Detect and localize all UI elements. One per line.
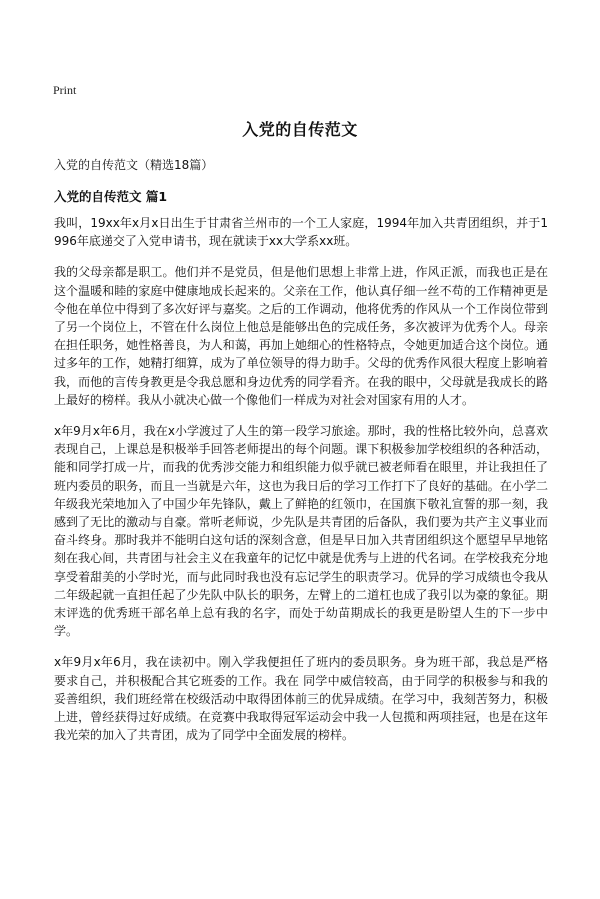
paragraph-2: 我的父母亲都是职工。他们并不是党员，但是他们思想上非常上进，作风正派，而我也正是在这个温暖和睦的家庭中健康地成长起来的。父亲在工作，他认真仔细一丝不苟的工作精神更是令他在单位中得到了多次好评与嘉奖。之后的工作调动，他将优秀的作风从一个工作岗位带到了另一个岗位上，不管在什么岗位上他总是能够出色的完成任务，多次被评为优秀个人。母亲在担任职务，她性格善良，为人和蔼，再加上她细心的性格特点，令她更加适合这个岗位。通过多年的工作，她精打细算，成为了单位领导的得力助手。父母的优秀作风很大程度上影响着我，而他的言传身教更是令我总愿和身边优秀的同学看齐。在我的眼中，父母就是我成长的路上最好的榜样。我从小就决心做一个像他们一样成为对社会对国家有用的人才。 <box>54 265 548 407</box>
article-body <box>54 214 548 757</box>
paragraph-3: x年9月x年6月，我在x小学渡过了人生的第一段学习旅途。那时，我的性格比较外向，总喜欢表现自己，上课总是积极举手回答老师提出的每个问题。课下积极参加学校组织的各种活动，能和同学打成一片，而我的优秀涉交能力和组织能力似乎就已被老师看在眼里，并让我担任了班内委员的职务，而且一当就是六年，这也为我日后的学习工作打下了良好的基础。在小学二年级我光荣地加入了中国少年先锋队，戴上了鲜艳的红领巾，在国旗下敬礼宣誓的那一刻，我感到了无比的激动与自豪。常听老师说，少先队是共青团的后备队，我们要为共产主义事业而奋斗终身。那时我并不能明白这句话的深刻含意，但是早日加入共青团组织这个愿望早早地铭刻在我心间，共青团与社会主义在我童年的记忆中就是优秀与上进的代名词。在学校我充分地享受着甜美的小学时光，而与此同时我也没有忘记学生的职责学习。优异的学习成绩也令我从二年级起就一直担任起了少先队中队长的职务，左臂上的二道杠也成了我引以为豪的象征。期末评选的优秀班干部名单上总有我的名字，而处于幼苗期成长的我更是盼望人生的下一步中学。 <box>54 424 548 639</box>
print-link[interactable]: Print <box>53 83 77 97</box>
page-title: 入党的自传范文 <box>242 120 358 139</box>
document-subtitle: 入党的自传范文（精选18篇） <box>54 158 214 172</box>
paragraph-4: x年9月x年6月，我在读初中。刚入学我便担任了班内的委员职务。身为班干部，我总是严格要求自己，并积极配合其它班委的工作。我在 同学中威信较高，由于同学的积极参与和我的妥善组织，我们班经常在校级活动中取得团体前三的优异成绩。在学习中，我刻苦努力，积极上进，曾经获得过好成绩。在竞赛中我取得冠军运动会中我一人包揽和两项挂冠，也是在这年我光荣的加入了共青团，成为了同学中全面发展的榜样。 <box>54 655 548 743</box>
section-heading: 入党的自传范文 篇1 <box>54 189 168 204</box>
paragraph-1: 我叫，19xx年x月x日出生于甘肃省兰州市的一个工人家庭，1994年加入共青团组织，并于1996年底递交了入党申请书，现在就读于xx大学系xx班。 <box>54 216 548 249</box>
